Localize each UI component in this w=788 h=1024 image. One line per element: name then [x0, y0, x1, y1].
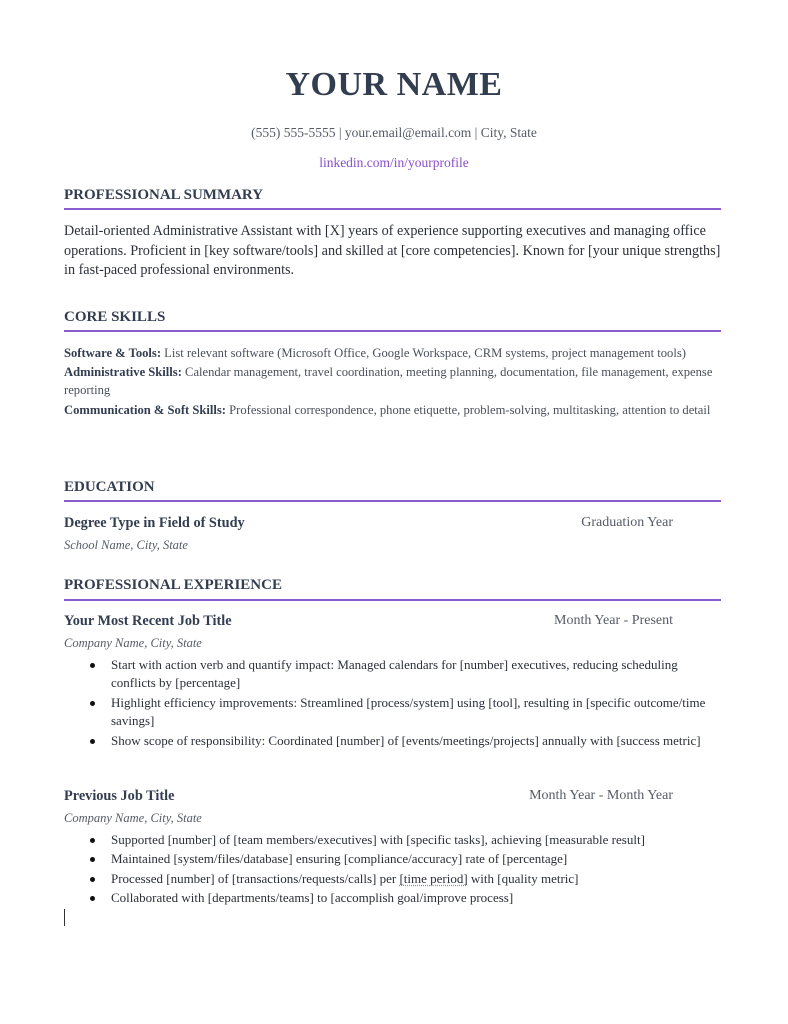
section-title-skills: CORE SKILLS [64, 309, 166, 325]
bullet-icon [90, 701, 95, 706]
bullet-icon [90, 739, 95, 744]
list-item[interactable] [64, 656, 724, 693]
bullet-text: Collaborated with [departments/teams] to [accomplish goal/improve process] [111, 890, 514, 906]
bullet-icon [90, 857, 95, 862]
bullet-text: Show scope of responsibility: Coordinated [number] of [events/meetings/projects] annually with [success metric] [111, 732, 701, 748]
bullet-text [111, 871, 579, 886]
skill-row-communication[interactable] [64, 401, 724, 419]
bullet-icon [90, 877, 95, 882]
skill-row-software[interactable] [64, 344, 724, 362]
section-divider [64, 500, 721, 502]
skill-text: Calendar management, travel coordination, meeting planning, documentation, file management, expense reporting [64, 365, 713, 398]
candidate-name[interactable]: YOUR NAME [285, 66, 503, 103]
list-item[interactable] [64, 850, 724, 868]
linkedin-link[interactable]: linkedin.com/in/yourprofile [319, 155, 469, 170]
section-divider [64, 330, 721, 332]
skills-list [64, 344, 724, 420]
section-title-education: EDUCATION [64, 479, 155, 495]
text-cursor [64, 909, 65, 926]
list-item[interactable] [64, 694, 724, 731]
skill-row-administrative[interactable] [64, 363, 724, 399]
bullet-icon [90, 663, 95, 668]
graduation-year[interactable]: Graduation Year [581, 515, 673, 530]
bullet-icon [90, 896, 95, 901]
skill-text: List relevant software (Microsoft Office, Google Workspace, CRM systems, project management tools) [161, 346, 686, 360]
list-item[interactable] [64, 732, 724, 750]
bullet-text: Maintained [system/files/database] ensuring [compliance/accuracy] rate of [percentage] [111, 851, 568, 867]
bullet-text: Start with action verb and quantify impact: Managed calendars for [number] executives, reducing scheduling conflicts by [percentage] [111, 657, 678, 691]
skill-label: Software & Tools: [64, 346, 162, 360]
bullet-text: Highlight efficiency improvements: Streamlined [process/system] using [tool], resulting in [specific outcome/time savings] [111, 694, 706, 729]
bullet-text-part: Processed [number] of [transactions/requests/calls] per [111, 870, 400, 886]
summary-text[interactable]: Detail-oriented Administrative Assistant with [X] years of experience supporting executives and managing office operations. Proficient in [key software/tools] and skilled at [core competencies]. Known for [your unique strengths] in fast-paced professional environments. [64, 223, 721, 278]
job-dates[interactable]: Month Year - Month Year [529, 788, 673, 803]
section-title-experience: PROFESSIONAL EXPERIENCE [64, 577, 282, 593]
job-title[interactable]: Your Most Recent Job Title [64, 613, 232, 629]
skill-label: Administrative Skills: [64, 365, 182, 380]
company-name[interactable]: Company Name, City, State [64, 636, 202, 650]
job-title[interactable]: Previous Job Title [64, 788, 175, 804]
skill-label: Communication & Soft Skills: [64, 402, 226, 417]
section-divider [64, 599, 721, 601]
list-item[interactable] [64, 889, 724, 907]
school-name[interactable]: School Name, City, State [64, 538, 188, 552]
bullet-icon [90, 838, 95, 843]
skill-text: Professional correspondence, phone etiquette, problem-solving, multitasking, attention to detail [226, 402, 711, 417]
list-item[interactable] [64, 831, 724, 849]
grammar-flag[interactable]: [time period] [399, 870, 468, 886]
degree-title[interactable]: Degree Type in Field of Study [64, 515, 245, 531]
bullet-text-part: with [quality metric] [467, 870, 579, 886]
contact-line[interactable]: (555) 555-5555 | your.email@email.com | City, State [251, 125, 537, 140]
job-bullets [64, 656, 724, 751]
job-dates[interactable]: Month Year - Present [554, 613, 673, 628]
job-bullets [64, 831, 724, 909]
list-item[interactable] [64, 870, 724, 888]
section-title-summary: PROFESSIONAL SUMMARY [64, 187, 264, 203]
section-divider [64, 208, 721, 210]
company-name[interactable]: Company Name, City, State [64, 811, 202, 825]
bullet-text: Supported [number] of [team members/executives] with [specific tasks], achieving [measurable result] [111, 832, 645, 847]
